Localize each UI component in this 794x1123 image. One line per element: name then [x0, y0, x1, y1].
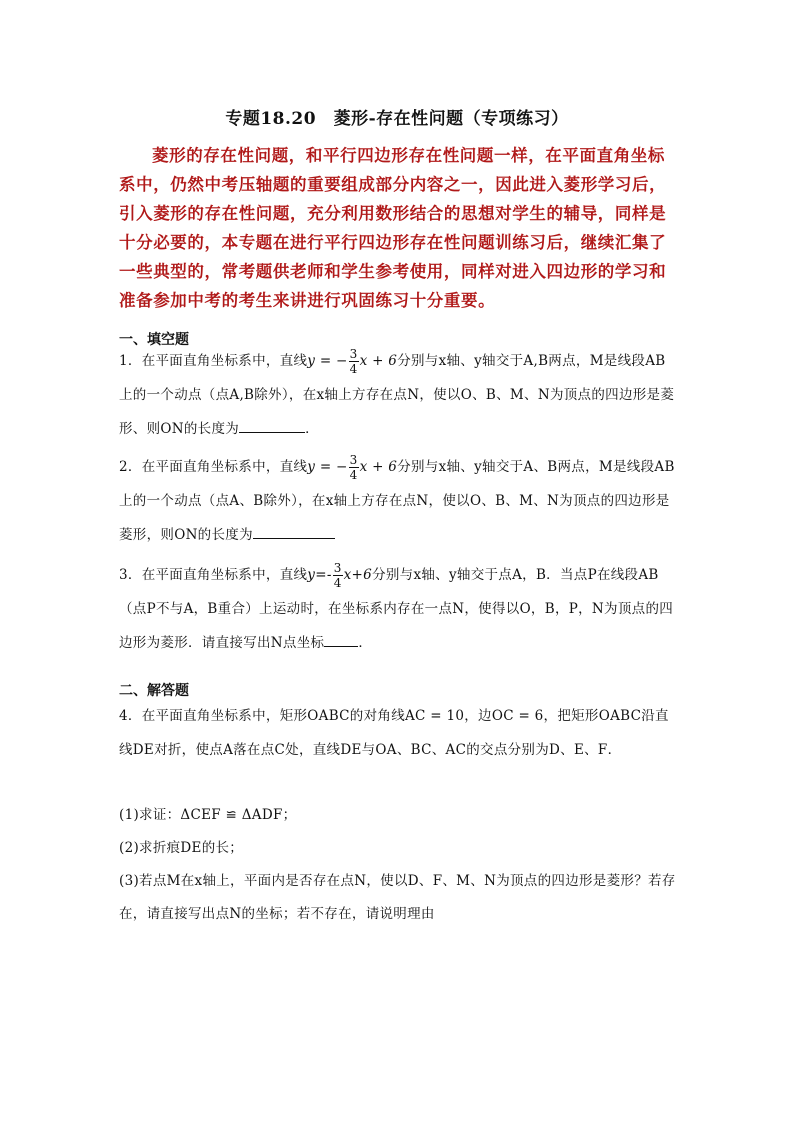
question-3-fraction [333, 561, 343, 590]
question-2-eq-lhs: y = − [307, 459, 348, 475]
question-2-eq-rhs: x + 6 [359, 459, 398, 475]
question-2-frac-den: 4 [349, 468, 358, 482]
question-4-stem: 4．在平面直角坐标系中，矩形OABC的对角线AC = 10，边OC = 6，把矩形OABC沿直线DE对折，使点A落在点C处，直线DE与OA、BC、AC的交点分别为D、E、F． [119, 708, 669, 758]
question-1-body: 分别与x轴、y轴交于A,B两点，M是线段AB上的一个动点（点A,B除外），在x轴上方存在点N，使以O、B、M、N为顶点的四边形是菱形、则ON的长度为 [119, 353, 675, 437]
question-4-part-1: (1)求证：ΔCEF ≌ ΔADF； [119, 807, 297, 823]
question-2-lead: 2．在平面直角坐标系中，直线 [119, 459, 308, 475]
question-3 [119, 558, 679, 660]
question-2-frac-num: 3 [349, 453, 358, 467]
question-2 [119, 450, 679, 552]
question-1-frac-den: 4 [349, 362, 358, 376]
answer-blank-3[interactable] [324, 632, 358, 647]
question-3-eq-lhs: y=- [307, 567, 332, 583]
answer-blank-2[interactable] [253, 524, 335, 539]
question-3-end: ． [358, 635, 373, 651]
question-3-frac-den: 4 [333, 576, 342, 590]
question-3-eq-rhs: x+6 [343, 567, 373, 583]
question-2-body: 分别与x轴、y轴交于A、B两点，M是线段AB上的一个动点（点A、B除外），在x轴上方存在点N，使以O、B、M、N为顶点的四边形是菱形，则ON的长度为 [119, 459, 675, 543]
question-1 [119, 344, 679, 446]
section-heading-fill-in: 一、填空题 [119, 332, 189, 348]
question-3-lead: 3．在平面直角坐标系中，直线 [119, 567, 308, 583]
question-3-body: 分别与x轴、y轴交于点A，B．当点P在线段AB（点P不与A，B重合）上运动时，在坐标系内存在一点N，使得以O，B，P，N为顶点的四边形为菱形．请直接写出N点坐标 [119, 567, 674, 651]
question-1-lead: 1．在平面直角坐标系中，直线 [119, 353, 308, 369]
intro-paragraph: 菱形的存在性问题，和平行四边形存在性问题一样，在平面直角坐标系中，仍然中考压轴题的重要组成部分内容之一，因此进入菱形学习后，引入菱形的存在性问题，充分利用数形结合的思想对学生的辅导，同样是十分必要的，本专题在进行平行四边形存在性问题训练习后，继续汇集了一些典型的，常考题供老师和学生参考使用，同样对进入四边形的学习和准备参加中考的考生来讲进行巩固练习十分重要。 [119, 146, 667, 310]
section-heading-solve: 二、解答题 [119, 683, 189, 699]
answer-blank-1[interactable] [239, 418, 305, 433]
page-title: 专题18.20 菱形-存在性问题（专项练习） [225, 109, 569, 129]
question-1-fraction [349, 347, 359, 376]
question-1-frac-num: 3 [349, 347, 358, 361]
question-4-part-2: (2)求折痕DE的长； [119, 840, 244, 856]
question-1-eq-rhs: x + 6 [359, 353, 398, 369]
question-3-frac-num: 3 [333, 561, 342, 575]
question-1-end: ． [305, 421, 319, 437]
question-1-eq-lhs: y = − [307, 353, 348, 369]
question-4-part-3: (3)若点M在x轴上，平面内是否存在点N，使以D、F、M、N为顶点的四边形是菱形？若存在，请直接写出点N的坐标；若不存在，请说明理由 [119, 873, 676, 922]
question-2-fraction [349, 453, 359, 482]
